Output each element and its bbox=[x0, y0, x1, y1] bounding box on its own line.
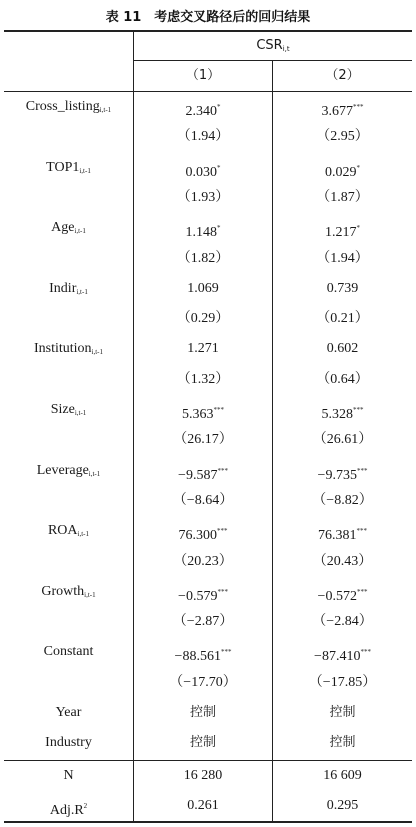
value-cell-col1 bbox=[134, 425, 272, 455]
row-label bbox=[4, 244, 133, 274]
row-label bbox=[4, 728, 133, 758]
row-label bbox=[4, 365, 133, 395]
cell-value: 76.300 bbox=[178, 528, 217, 543]
value-cell-col2 bbox=[273, 486, 412, 516]
value-cell-col2 bbox=[273, 728, 412, 758]
cell-value: （0.29） bbox=[176, 311, 230, 326]
column-header-1: （1） bbox=[185, 68, 221, 83]
variable-subscript: i,t-1 bbox=[84, 591, 96, 599]
cell-value: 控制 bbox=[329, 735, 356, 750]
cell-value: 0.030 bbox=[185, 165, 217, 180]
significance-stars: *** bbox=[356, 527, 367, 535]
variable-name: ROA bbox=[47, 523, 78, 538]
row-label bbox=[4, 183, 133, 213]
value-cell-col2 bbox=[273, 304, 412, 334]
significance-stars: * bbox=[217, 103, 221, 111]
row-label bbox=[4, 153, 133, 183]
value-cell-col1 bbox=[134, 213, 272, 243]
cell-value: （1.94） bbox=[316, 251, 369, 266]
value-cell-col2 bbox=[273, 577, 412, 607]
row-label bbox=[4, 456, 133, 486]
cell-value: 1.069 bbox=[187, 281, 219, 296]
value-cell-col2 bbox=[273, 213, 412, 243]
variable-name: Size bbox=[50, 402, 75, 417]
value-cell-col1 bbox=[134, 334, 272, 364]
bottom-rule bbox=[4, 821, 412, 823]
row-label bbox=[4, 395, 133, 425]
cell-value: 16 280 bbox=[183, 768, 223, 783]
variable-subscript: i,t-1 bbox=[79, 167, 91, 175]
cell-value: （−17.70） bbox=[169, 675, 237, 690]
value-cell-col2 bbox=[273, 637, 412, 667]
significance-stars: *** bbox=[217, 467, 228, 475]
cell-value: −0.579 bbox=[178, 589, 218, 604]
significance-stars: * bbox=[217, 224, 221, 232]
variable-subscript: i,t-1 bbox=[74, 227, 86, 235]
cell-value: （−8.64） bbox=[172, 493, 234, 508]
significance-stars: * bbox=[356, 224, 360, 232]
variable-name: TOP1 bbox=[46, 160, 80, 175]
row-label bbox=[4, 425, 133, 455]
cell-value: 0.739 bbox=[326, 281, 359, 296]
variable-name: N bbox=[63, 768, 74, 783]
variable-subscript: i,t-1 bbox=[91, 348, 104, 356]
variable-name: Cross_listing bbox=[25, 99, 100, 114]
value-cell-col2 bbox=[273, 183, 412, 213]
significance-stars: *** bbox=[353, 103, 364, 111]
cell-value: （20.23） bbox=[173, 554, 233, 569]
value-cell-col2 bbox=[273, 92, 412, 122]
variable-subscript: i,t-1 bbox=[76, 288, 88, 296]
significance-stars: *** bbox=[353, 406, 364, 414]
dependent-variable-header bbox=[134, 31, 412, 61]
cell-value: 2.340 bbox=[185, 104, 217, 119]
value-cell-col1 bbox=[134, 577, 272, 607]
value-cell-col1 bbox=[134, 728, 272, 758]
significance-stars: *** bbox=[220, 648, 232, 656]
significance-stars: *** bbox=[217, 588, 228, 596]
cell-value: （0.21） bbox=[316, 311, 369, 326]
cell-value: （−8.82） bbox=[312, 493, 373, 508]
variable-subscript: i,t-1 bbox=[74, 409, 87, 417]
value-cell-col1 bbox=[134, 791, 272, 821]
cell-value: 76.381 bbox=[318, 528, 357, 543]
significance-stars: *** bbox=[356, 467, 368, 475]
row-label bbox=[4, 122, 133, 152]
variable-subscript: i,t-1 bbox=[99, 106, 112, 114]
value-cell-col2 bbox=[273, 425, 412, 455]
row-label bbox=[4, 637, 133, 667]
cell-value: 0.602 bbox=[326, 341, 359, 356]
row-label bbox=[4, 698, 133, 728]
cell-value: （26.17） bbox=[173, 432, 233, 447]
significance-stars: *** bbox=[217, 527, 228, 535]
value-cell-col1 bbox=[134, 547, 272, 577]
cell-value: （−17.85） bbox=[308, 675, 377, 690]
cell-value: 1.271 bbox=[187, 341, 219, 356]
value-cell-col2 bbox=[273, 456, 412, 486]
cell-value: −0.572 bbox=[317, 589, 357, 604]
value-cell-col2 bbox=[273, 698, 412, 728]
row-label bbox=[4, 547, 133, 577]
cell-value: （1.87） bbox=[316, 190, 369, 205]
row-label bbox=[4, 607, 133, 637]
cell-value: 3.677 bbox=[321, 104, 353, 119]
row-label bbox=[4, 761, 133, 791]
variable-superscript: 2 bbox=[83, 802, 88, 810]
variable-name: Age bbox=[51, 220, 75, 235]
cell-value: 0.295 bbox=[326, 798, 359, 813]
value-cell-col2 bbox=[273, 244, 412, 274]
row-label bbox=[4, 668, 133, 698]
row-label bbox=[4, 304, 133, 334]
value-cell-col2 bbox=[273, 547, 412, 577]
row-label bbox=[4, 577, 133, 607]
row-label bbox=[4, 791, 133, 821]
cell-value: （−2.84） bbox=[312, 614, 373, 629]
cell-value: −88.561 bbox=[174, 649, 221, 664]
cell-value: 5.363 bbox=[182, 407, 214, 422]
row-label bbox=[4, 334, 133, 364]
value-cell-col2 bbox=[273, 791, 412, 821]
significance-stars: * bbox=[217, 164, 221, 172]
value-cell-col1 bbox=[134, 698, 272, 728]
value-cell-col1 bbox=[134, 607, 272, 637]
table-title: 表 11 考虑交叉路径后的回归结果 bbox=[105, 10, 311, 25]
value-cell-col1 bbox=[134, 183, 272, 213]
value-cell-col2 bbox=[273, 761, 412, 791]
value-cell-col1 bbox=[134, 516, 272, 546]
cell-value: （2.95） bbox=[316, 129, 369, 144]
variable-name: Constant bbox=[43, 644, 94, 659]
value-cell-col1 bbox=[134, 153, 272, 183]
cell-value: 0.029 bbox=[325, 165, 357, 180]
row-label bbox=[4, 213, 133, 243]
value-cell-col1 bbox=[134, 92, 272, 122]
value-cell-col2 bbox=[273, 274, 412, 304]
variable-name: Institution bbox=[33, 341, 92, 356]
value-cell-col2 bbox=[273, 516, 412, 546]
value-cell-col2 bbox=[273, 122, 412, 152]
variable-name: Adj.R bbox=[49, 803, 84, 818]
value-cell-col1 bbox=[134, 668, 272, 698]
value-cell-col1 bbox=[134, 274, 272, 304]
variable-subscript: i,t-1 bbox=[88, 470, 101, 478]
significance-stars: *** bbox=[360, 648, 371, 656]
value-cell-col1 bbox=[134, 456, 272, 486]
cell-value: −9.735 bbox=[317, 468, 357, 483]
cell-value: 0.261 bbox=[187, 798, 219, 813]
variable-subscript: i,t-1 bbox=[77, 530, 90, 538]
cell-value: 控制 bbox=[329, 705, 356, 720]
cell-value: 1.217 bbox=[325, 225, 357, 240]
variable-name: Industry bbox=[45, 735, 92, 750]
value-cell-col2 bbox=[273, 153, 412, 183]
variable-name: Growth bbox=[41, 584, 85, 599]
cell-value: （−2.87） bbox=[172, 614, 234, 629]
value-cell-col1 bbox=[134, 395, 272, 425]
cell-value: （26.61） bbox=[312, 432, 373, 447]
cell-value: −9.587 bbox=[178, 468, 218, 483]
cell-value: （1.93） bbox=[176, 190, 230, 205]
significance-stars: * bbox=[356, 164, 360, 172]
cell-value: 控制 bbox=[189, 705, 216, 720]
value-cell-col2 bbox=[273, 334, 412, 364]
value-cell-col1 bbox=[134, 244, 272, 274]
significance-stars: *** bbox=[356, 588, 368, 596]
value-cell-col1 bbox=[134, 637, 272, 667]
row-label bbox=[4, 274, 133, 304]
value-cell-col2 bbox=[273, 365, 412, 395]
dependent-variable-name: CSR bbox=[256, 38, 283, 53]
cell-value: （1.32） bbox=[176, 372, 230, 387]
row-label bbox=[4, 516, 133, 546]
value-cell-col1 bbox=[134, 304, 272, 334]
row-label bbox=[4, 486, 133, 516]
value-cell-col1 bbox=[134, 365, 272, 395]
value-cell-col1 bbox=[134, 486, 272, 516]
significance-stars: *** bbox=[213, 406, 224, 414]
variable-name: Indir bbox=[49, 281, 77, 296]
dependent-variable-subscript: i,t bbox=[282, 45, 290, 53]
row-label bbox=[4, 92, 133, 122]
variable-name: Leverage bbox=[36, 463, 89, 478]
value-cell-col1 bbox=[134, 122, 272, 152]
value-cell-col2 bbox=[273, 668, 412, 698]
cell-value: 16 609 bbox=[323, 768, 362, 783]
cell-value: 控制 bbox=[189, 735, 216, 750]
cell-value: （1.94） bbox=[176, 129, 230, 144]
value-cell-col2 bbox=[273, 395, 412, 425]
cell-value: （1.82） bbox=[176, 251, 230, 266]
cell-value: 1.148 bbox=[185, 225, 217, 240]
cell-value: （0.64） bbox=[316, 372, 369, 387]
cell-value: 5.328 bbox=[321, 407, 353, 422]
value-cell-col1 bbox=[134, 761, 272, 791]
cell-value: （20.43） bbox=[312, 554, 373, 569]
value-cell-col2 bbox=[273, 607, 412, 637]
column-header-2: （2） bbox=[325, 68, 360, 83]
variable-name: Year bbox=[55, 705, 82, 720]
cell-value: −87.410 bbox=[314, 649, 361, 664]
